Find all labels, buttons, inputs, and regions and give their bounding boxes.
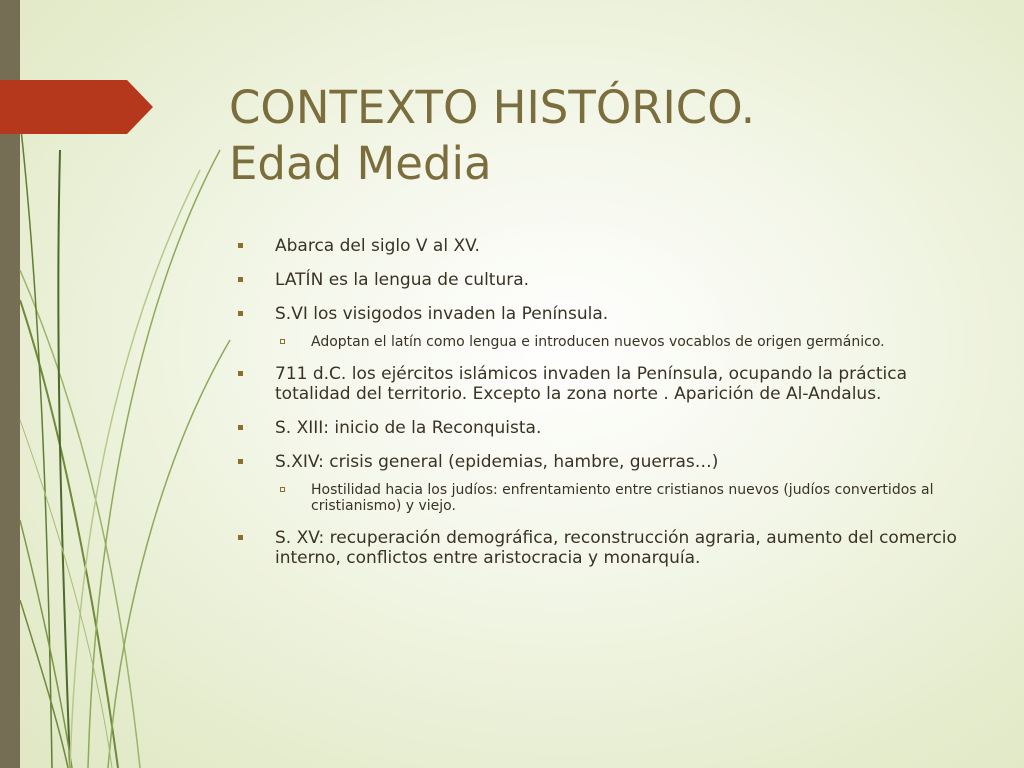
list-item	[238, 236, 958, 256]
list-item-text: Abarca del siglo V al XV.	[275, 236, 480, 256]
list-item-text: 711 d.C. los ejércitos islámicos invaden la Península, ocupando la práctica totalidad del territorio. Excepto la zona norte . Aparición de Al-Andalus.	[275, 364, 908, 404]
list-item-text: S. XIII: inicio de la Reconquista.	[275, 418, 542, 438]
slide-title	[229, 80, 989, 192]
list-item	[238, 270, 958, 290]
square-bullet-icon	[238, 459, 243, 464]
title-line-2: Edad Media	[229, 137, 492, 190]
list-item	[238, 452, 958, 472]
square-bullet-icon	[238, 535, 243, 540]
square-bullet-icon	[238, 311, 243, 316]
sub-list-item-text: Adoptan el latín como lengua e introducen nuevos vocablos de origen germánico.	[311, 334, 885, 350]
list-item	[238, 528, 958, 568]
list-item-text: S. XV: recuperación demográfica, reconstrucción agraria, aumento del comercio interno, conflictos entre aristocracia y monarquía.	[275, 528, 957, 568]
list-item-text: LATÍN es la lengua de cultura.	[275, 270, 530, 290]
sub-list-item-text: Hostilidad hacia los judíos: enfrentamiento entre cristianos nuevos (judíos convertidos al cristianismo) y viejo.	[311, 482, 934, 514]
title-line-1: CONTEXTO HISTÓRICO.	[229, 81, 756, 134]
list-item	[238, 418, 958, 438]
list-item-text: S.VI los visigodos invaden la Península.	[275, 304, 609, 324]
sub-list-item	[238, 334, 958, 350]
square-bullet-icon	[238, 277, 243, 282]
square-bullet-icon	[238, 371, 243, 376]
square-bullet-icon	[238, 243, 243, 248]
square-bullet-icon	[238, 425, 243, 430]
list-item	[238, 364, 958, 404]
list-item-text: S.XIV: crisis general (epidemias, hambre, guerras…)	[275, 452, 719, 472]
bullet-list	[238, 236, 958, 582]
hollow-square-bullet-icon	[280, 487, 285, 492]
accent-arrow	[0, 80, 153, 134]
sub-list-item	[238, 482, 958, 514]
list-item	[238, 304, 958, 324]
hollow-square-bullet-icon	[280, 339, 285, 344]
